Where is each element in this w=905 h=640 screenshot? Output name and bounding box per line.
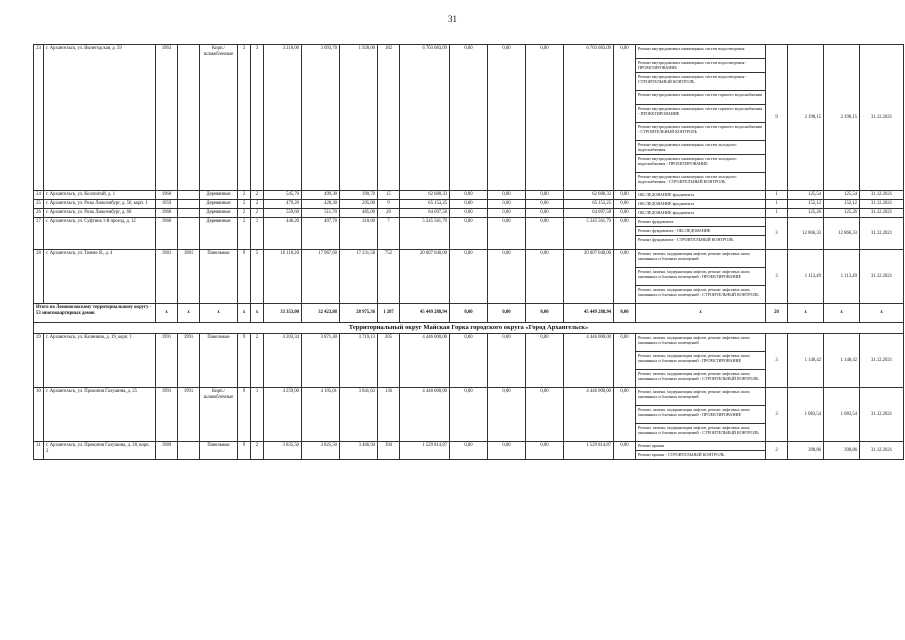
cell-addr: г. Архангельск, ул. Суфтина 1-й проезд, д. 12	[44, 218, 156, 250]
cell-res: 7	[378, 218, 400, 250]
cell-z1: 0,00	[450, 304, 488, 323]
cell-yr	[178, 45, 200, 191]
cell-a2: 17 967,60	[302, 250, 340, 304]
cell-work-type: Ремонт внутридомовых инженерных систем водоотведения - СТРОИТЕЛЬНЫЙ КОНТРОЛЬ	[636, 73, 766, 91]
cell-cost-limit: 125,26	[788, 209, 824, 218]
cell-completion-date: 31.12.2021	[860, 200, 904, 209]
cell-z1: 0,00	[450, 334, 488, 388]
cell-completion-date: 31.12.2021	[860, 209, 904, 218]
cell-z4: 0,00	[614, 209, 636, 218]
cell-yb: 1991	[156, 388, 178, 442]
cell-own: 6 703 683,09	[564, 45, 614, 191]
cell-own: 45 449 288,94	[564, 304, 614, 323]
cell-work-type: Ремонт фундамента - ОБСЛЕДОВАНИЕ	[636, 227, 766, 236]
cell-z2: 0,00	[488, 304, 526, 323]
cell-completion-date: 31.12.2021	[860, 334, 904, 388]
cell-cost-limit: 1 113,49	[788, 250, 824, 304]
total-label: Итого по Ломоносовскому территориальному округу - 53 многоквартирных домов	[34, 304, 156, 323]
table-row	[34, 334, 904, 352]
cell-work-type: Ремонт внутридомовых инженерных систем водоотведения	[636, 45, 766, 59]
cell-work-type: Ремонт фундамента - СТРОИТЕЛЬНЫЙ КОНТРОЛЬ	[636, 236, 766, 250]
cell-a3: 1 928,00	[340, 45, 378, 191]
table-row	[34, 200, 904, 209]
cell-work-type: Ремонт, замена, модернизация лифтов, ремонт лифтовых шахт, машинных и блочных помещений - ПРОЕКТИРОВАНИЕ	[636, 268, 766, 286]
cell-a2: 4 105,01	[302, 388, 340, 442]
cell-ent: 1	[251, 218, 264, 250]
cell-a2: 3 825,50	[302, 442, 340, 460]
cell-z2: 0,00	[488, 209, 526, 218]
cell-fl: 9	[238, 250, 251, 304]
cell-z2: 0,00	[488, 250, 526, 304]
cell-placeholder: x	[156, 304, 178, 323]
cell-cost-max: 398,86	[824, 442, 860, 460]
cell-yr	[178, 200, 200, 209]
cell-mat: Панельные	[200, 250, 238, 304]
cell-res: 9	[378, 200, 400, 209]
cell-fl: 2	[238, 191, 251, 200]
cell-cost-max: x	[824, 304, 860, 323]
cell-yr	[178, 218, 200, 250]
cell-fl: 2	[238, 45, 251, 191]
cell-a1: 479,20	[264, 200, 302, 209]
section-heading: Территориальный округ Майская Горка городского округа «Город Архангельск»	[34, 323, 904, 334]
cell-mat: Панельные	[200, 334, 238, 388]
cell-z4: 0,00	[614, 218, 636, 250]
cell-fl: 2	[238, 200, 251, 209]
cell-total: 1 529 814,87	[400, 442, 450, 460]
cell-z1: 0,00	[450, 442, 488, 460]
cell-yr: 1981	[178, 250, 200, 304]
cell-z4: 0,00	[614, 250, 636, 304]
cell-a2: 428,30	[302, 200, 340, 209]
cell-a1: 3 835,50	[264, 442, 302, 460]
cell-work-count: 20	[766, 304, 788, 323]
cell-a3: 28 975,36	[340, 304, 378, 323]
cell-cost-limit: x	[788, 304, 824, 323]
cell-a3: 390,70	[340, 191, 378, 200]
cell-res: 136	[378, 388, 400, 442]
cell-a1: 3 218,00	[264, 45, 302, 191]
cell-ent: 3	[251, 45, 264, 191]
cell-ent: 2	[251, 209, 264, 218]
cell-mat: Деревянные	[200, 200, 238, 209]
cell-a3: 3 841,63	[340, 388, 378, 442]
cell-work-count: 2	[766, 442, 788, 460]
cell-addr: г. Архангельск, ул. Калинина, д. 19, корп. 1	[44, 334, 156, 388]
cell-fl: 9	[238, 442, 251, 460]
cell-completion-date: 31.12.2021	[860, 45, 904, 191]
cell-mat: Деревянные	[200, 209, 238, 218]
cell-work-type: Ремонт, замена, модернизация лифтов, ремонт лифтовых шахт, машинных и блочных помещений - ПРОЕКТИРОВАНИЕ	[636, 352, 766, 370]
cell-own: 1 529 814,87	[564, 442, 614, 460]
cell-addr: г. Архангельск, ул. Коллонтай, д. 1	[44, 191, 156, 200]
cell-z3: 0,00	[526, 250, 564, 304]
cell-num: 27	[34, 218, 44, 250]
cell-a3: 295,00	[340, 200, 378, 209]
cell-ent: 2	[251, 442, 264, 460]
cell-own: 4 446 000,00	[564, 334, 614, 388]
cell-a2: 499,30	[302, 191, 340, 200]
cell-completion-date: 31.12.2021	[860, 250, 904, 304]
cell-fl: 2	[238, 218, 251, 250]
cell-completion-date: x	[860, 304, 904, 323]
cell-work-type: Ремонт, замена, модернизация лифтов, ремонт лифтовых шахт, машинных и блочных помещений - СТРОИТЕЛЬНЫЙ КОНТРОЛЬ	[636, 286, 766, 304]
cell-yr	[178, 209, 200, 218]
cell-addr: г. Архангельск, ул. Розы Люксембург, д. 56, корп. 1	[44, 200, 156, 209]
cell-work-type: Ремонт внутридомовых инженерных систем холодного водоснабжения - СТРОИТЕЛЬНЫЙ КОНТРОЛЬ	[636, 173, 766, 191]
cell-z1: 0,00	[450, 209, 488, 218]
table-row	[34, 250, 904, 268]
cell-work-count: 3	[766, 388, 788, 442]
cell-z4: 0,00	[614, 334, 636, 388]
cell-fl: 9	[238, 388, 251, 442]
cell-yb: 1960	[156, 209, 178, 218]
cell-cost-limit: 2 198,15	[788, 45, 824, 191]
cell-res: 15	[378, 191, 400, 200]
cell-z2: 0,00	[488, 200, 526, 209]
cell-res: 752	[378, 250, 400, 304]
cell-total: 45 449 288,94	[400, 304, 450, 323]
cell-total: 65 153,25	[400, 200, 450, 209]
page-number: 31	[448, 14, 457, 24]
cell-num: 23	[34, 45, 44, 191]
cell-z3: 0,00	[526, 209, 564, 218]
cell-work-type: Ремонт внутридомовых инженерных систем горячего водоснабжения - ПРОЕКТИРОВАНИЕ	[636, 105, 766, 123]
cell-z4: 0,00	[614, 200, 636, 209]
cell-z2: 0,00	[488, 442, 526, 460]
cell-work-type: Ремонт внутридомовых инженерных систем холодного водоснабжения - ПРОЕКТИРОВАНИЕ	[636, 155, 766, 173]
cell-total: 62 680,33	[400, 191, 450, 200]
cell-work-type: Ремонт, замена, модернизация лифтов, ремонт лифтовых шахт, машинных и блочных помещений - СТРОИТЕЛЬНЫЙ КОНТРОЛЬ	[636, 370, 766, 388]
table-row	[34, 218, 904, 227]
cell-yr	[178, 191, 200, 200]
cell-own: 20 007 040,00	[564, 250, 614, 304]
cell-a2: 511,70	[302, 209, 340, 218]
table-row	[34, 209, 904, 218]
cell-a1: 4 203,34	[264, 334, 302, 388]
cell-mat: Деревянные	[200, 218, 238, 250]
cell-fl: 2	[238, 209, 251, 218]
cell-yb: 1963	[156, 45, 178, 191]
cell-total: 64 097,58	[400, 209, 450, 218]
cell-res: 194	[378, 442, 400, 460]
cell-placeholder: x	[238, 304, 251, 323]
table-row	[34, 388, 904, 406]
cell-num: 30	[34, 388, 44, 442]
cell-res: 1 287	[378, 304, 400, 323]
cell-mat: Деревянные	[200, 191, 238, 200]
cell-z1: 0,00	[450, 218, 488, 250]
cell-z2: 0,00	[488, 45, 526, 191]
cell-completion-date: 31.12.2021	[860, 388, 904, 442]
cell-cost-limit: 398,86	[788, 442, 824, 460]
cell-cost-max: 2 198,15	[824, 45, 860, 191]
cell-z2: 0,00	[488, 388, 526, 442]
cell-own: 62 680,33	[564, 191, 614, 200]
section-heading-row	[34, 323, 904, 334]
cell-cost-max: 125,54	[824, 191, 860, 200]
cell-a2: 407,70	[302, 218, 340, 250]
cell-own: 5 245 561,79	[564, 218, 614, 250]
cell-yr: 1991	[178, 388, 200, 442]
cell-addr: г. Архангельск, ул. Вычегодская, д. 59	[44, 45, 156, 191]
cell-work-type: Ремонт, замена, модернизация лифтов, ремонт лифтовых шахт, машинных и блочных помещений - ПРОЕКТИРОВАНИЕ	[636, 406, 766, 424]
cell-num: 25	[34, 200, 44, 209]
cell-placeholder: x	[200, 304, 238, 323]
cell-res: 205	[378, 334, 400, 388]
cell-a2: 3 871,40	[302, 334, 340, 388]
cell-placeholder: x	[251, 304, 264, 323]
cell-cost-max: 1 113,49	[824, 250, 860, 304]
cell-work-count: 1	[766, 209, 788, 218]
cell-z3: 0,00	[526, 218, 564, 250]
cell-cost-max: 12 866,33	[824, 218, 860, 250]
cell-mat: Панельные	[200, 442, 238, 460]
cell-z4: 0,00	[614, 442, 636, 460]
cell-a3: 485,00	[340, 209, 378, 218]
cell-cost-max: 152,12	[824, 200, 860, 209]
cell-num: 31	[34, 442, 44, 460]
cell-work-count: 3	[766, 334, 788, 388]
cell-work-type: Ремонт фундамента	[636, 218, 766, 227]
cell-own: 64 097,58	[564, 209, 614, 218]
cell-a3: 17 231,58	[340, 250, 378, 304]
cell-cost-max: 1 083,54	[824, 388, 860, 442]
cell-placeholder: x	[178, 304, 200, 323]
cell-a1: 4 259,00	[264, 388, 302, 442]
cell-work-type: ОБСЛЕДОВАНИЕ фундамента	[636, 209, 766, 218]
cell-z4: 0,00	[614, 191, 636, 200]
cell-total: 5 245 561,79	[400, 218, 450, 250]
cell-num: 29	[34, 334, 44, 388]
cell-a3: 3 719,13	[340, 334, 378, 388]
cell-z3: 0,00	[526, 304, 564, 323]
cell-a1: 545,70	[264, 191, 302, 200]
cell-work-type: Ремонт внутридомовых инженерных систем горячего водоснабжения - СТРОИТЕЛЬНЫЙ КОНТРОЛЬ	[636, 123, 766, 141]
cell-total: 4 446 000,00	[400, 334, 450, 388]
cell-cost-max: 125,26	[824, 209, 860, 218]
repair-register-table	[33, 44, 904, 460]
cell-z2: 0,00	[488, 334, 526, 388]
cell-z1: 0,00	[450, 200, 488, 209]
cell-z3: 0,00	[526, 388, 564, 442]
cell-work-type: x	[636, 304, 766, 323]
cell-completion-date: 31.12.2021	[860, 191, 904, 200]
cell-yb: 1960	[156, 218, 178, 250]
cell-z4: 0,00	[614, 388, 636, 442]
cell-z3: 0,00	[526, 191, 564, 200]
cell-completion-date: 31.12.2021	[860, 442, 904, 460]
cell-ent: 5	[251, 250, 264, 304]
cell-z1: 0,00	[450, 191, 488, 200]
cell-z3: 0,00	[526, 334, 564, 388]
cell-res: 20	[378, 209, 400, 218]
cell-a3: 3 466,94	[340, 442, 378, 460]
cell-z1: 0,00	[450, 45, 488, 191]
cell-z4: 0,00	[614, 304, 636, 323]
cell-cost-limit: 12 866,33	[788, 218, 824, 250]
cell-work-type: Ремонт, замена, модернизация лифтов, ремонт лифтовых шахт, машинных и блочных помещений - СТРОИТЕЛЬНЫЙ КОНТРОЛЬ	[636, 424, 766, 442]
cell-cost-limit: 1 148,42	[788, 334, 824, 388]
cell-cost-limit: 125,54	[788, 191, 824, 200]
cell-addr: г. Архангельск, ул. Прокопия Галушина, д. 28, корп. 2	[44, 442, 156, 460]
cell-z1: 0,00	[450, 250, 488, 304]
cell-yb: 1959	[156, 200, 178, 209]
cell-work-type: ОБСЛЕДОВАНИЕ фундамента	[636, 191, 766, 200]
cell-yb: 1991	[156, 334, 178, 388]
cell-a2: 3 093,70	[302, 45, 340, 191]
cell-work-type: ОБСЛЕДОВАНИЕ фундамента	[636, 200, 766, 209]
cell-yb: 1981	[156, 250, 178, 304]
cell-work-type: Ремонт крыши - СТРОИТЕЛЬНЫЙ КОНТРОЛЬ	[636, 451, 766, 460]
cell-addr: г. Архангельск, ул. Тимме Я., д. 4	[44, 250, 156, 304]
cell-z3: 0,00	[526, 200, 564, 209]
cell-num: 28	[34, 250, 44, 304]
cell-res: 182	[378, 45, 400, 191]
cell-ent: 2	[251, 334, 264, 388]
cell-a3: 310,60	[340, 218, 378, 250]
cell-yr: 1991	[178, 334, 200, 388]
cell-own: 4 446 000,00	[564, 388, 614, 442]
cell-completion-date: 31.12.2021	[860, 218, 904, 250]
cell-work-type: Ремонт, замена, модернизация лифтов, ремонт лифтовых шахт, машинных и блочных помещений	[636, 334, 766, 352]
cell-a1: 559,60	[264, 209, 302, 218]
cell-num: 24	[34, 191, 44, 200]
cell-a2: 32 423,88	[302, 304, 340, 323]
cell-work-count: 1	[766, 200, 788, 209]
table-row	[34, 442, 904, 451]
cell-total: 6 703 683,09	[400, 45, 450, 191]
cell-num: 26	[34, 209, 44, 218]
cell-work-type: Ремонт внутридомовых инженерных систем водоотведения - ПРОЕКТИРОВАНИЕ	[636, 59, 766, 73]
cell-cost-max: 1 148,42	[824, 334, 860, 388]
cell-cost-limit: 1 083,54	[788, 388, 824, 442]
cell-yb: 1960	[156, 191, 178, 200]
cell-mat: Кирп./ шлакоблочные	[200, 388, 238, 442]
table-row	[34, 45, 904, 59]
cell-addr: г. Архангельск, ул. Прокопия Галушина, д. 25	[44, 388, 156, 442]
cell-mat: Кирп./ шлакоблочные	[200, 45, 238, 191]
cell-z2: 0,00	[488, 191, 526, 200]
cell-work-type: Ремонт, замена, модернизация лифтов, ремонт лифтовых шахт, машинных и блочных помещений	[636, 388, 766, 406]
cell-yb: 1989	[156, 442, 178, 460]
cell-a1: 446,20	[264, 218, 302, 250]
total-row	[34, 304, 904, 323]
cell-work-count: 9	[766, 45, 788, 191]
cell-fl: 9	[238, 334, 251, 388]
cell-total: 20 007 040,00	[400, 250, 450, 304]
cell-ent: 2	[251, 200, 264, 209]
cell-ent: 2	[251, 191, 264, 200]
cell-cost-limit: 152,12	[788, 200, 824, 209]
cell-work-type: Ремонт крыши	[636, 442, 766, 451]
cell-work-count: 3	[766, 250, 788, 304]
cell-work-count: 3	[766, 218, 788, 250]
cell-work-count: 1	[766, 191, 788, 200]
cell-own: 65 153,25	[564, 200, 614, 209]
cell-a1: 16 118,20	[264, 250, 302, 304]
cell-addr: г. Архангельск, ул. Розы Люксембург, д. 60	[44, 209, 156, 218]
cell-z4: 0,00	[614, 45, 636, 191]
cell-z3: 0,00	[526, 45, 564, 191]
cell-work-type: Ремонт внутридомовых инженерных систем горячего водоснабжения	[636, 91, 766, 105]
cell-work-type: Ремонт внутридомовых инженерных систем холодного водоснабжения	[636, 141, 766, 155]
cell-yr	[178, 442, 200, 460]
cell-a1: 33 353,00	[264, 304, 302, 323]
cell-z2: 0,00	[488, 218, 526, 250]
cell-total: 4 446 000,00	[400, 388, 450, 442]
table-row	[34, 191, 904, 200]
cell-z1: 0,00	[450, 388, 488, 442]
cell-ent: 1	[251, 388, 264, 442]
cell-z3: 0,00	[526, 442, 564, 460]
cell-work-type: Ремонт, замена, модернизация лифтов, ремонт лифтовых шахт, машинных и блочных помещений	[636, 250, 766, 268]
